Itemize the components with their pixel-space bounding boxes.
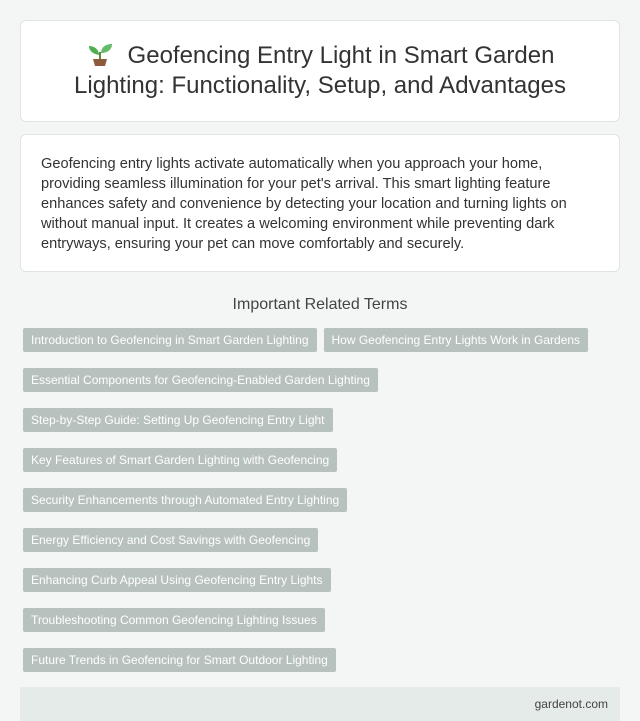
footer-site-link[interactable]: gardenot.com (534, 697, 608, 711)
term-tag[interactable]: Troubleshooting Common Geofencing Lighting Issues (23, 608, 325, 632)
title-card (20, 20, 620, 122)
related-terms-heading: Important Related Terms (232, 296, 408, 313)
term-tag[interactable]: Enhancing Curb Appeal Using Geofencing Entry Lights (23, 568, 331, 592)
description-card (20, 134, 620, 272)
term-tag[interactable]: How Geofencing Entry Lights Work in Gardens (324, 328, 589, 352)
term-tag[interactable]: Key Features of Smart Garden Lighting with Geofencing (23, 448, 337, 472)
term-tag[interactable]: Introduction to Geofencing in Smart Garden Lighting (23, 328, 317, 352)
term-tag[interactable]: Security Enhancements through Automated Entry Lighting (23, 488, 347, 512)
term-tag[interactable]: Step-by-Step Guide: Setting Up Geofencing Entry Light (23, 408, 333, 432)
description-text: Geofencing entry lights activate automatically when you approach your home, providing seamless illumination for your pet's arrival. This smart lighting feature enhances safety and convenience by detecting your location and turning lights on without manual input. It creates a welcoming environment while preventing dark entryways, ensuring your pet can move comfortably and securely. (41, 156, 567, 252)
term-tag[interactable]: Future Trends in Geofencing for Smart Outdoor Lighting (23, 648, 336, 672)
page-title-text: Geofencing Entry Light in Smart Garden Lighting: Functionality, Setup, and Advantages (74, 42, 566, 99)
footer (20, 687, 620, 721)
page-title (51, 41, 589, 101)
related-terms-list (20, 328, 620, 672)
sprout-icon (86, 42, 114, 66)
term-tag[interactable]: Essential Components for Geofencing-Enabled Garden Lighting (23, 368, 378, 392)
term-tag[interactable]: Energy Efficiency and Cost Savings with Geofencing (23, 528, 318, 552)
